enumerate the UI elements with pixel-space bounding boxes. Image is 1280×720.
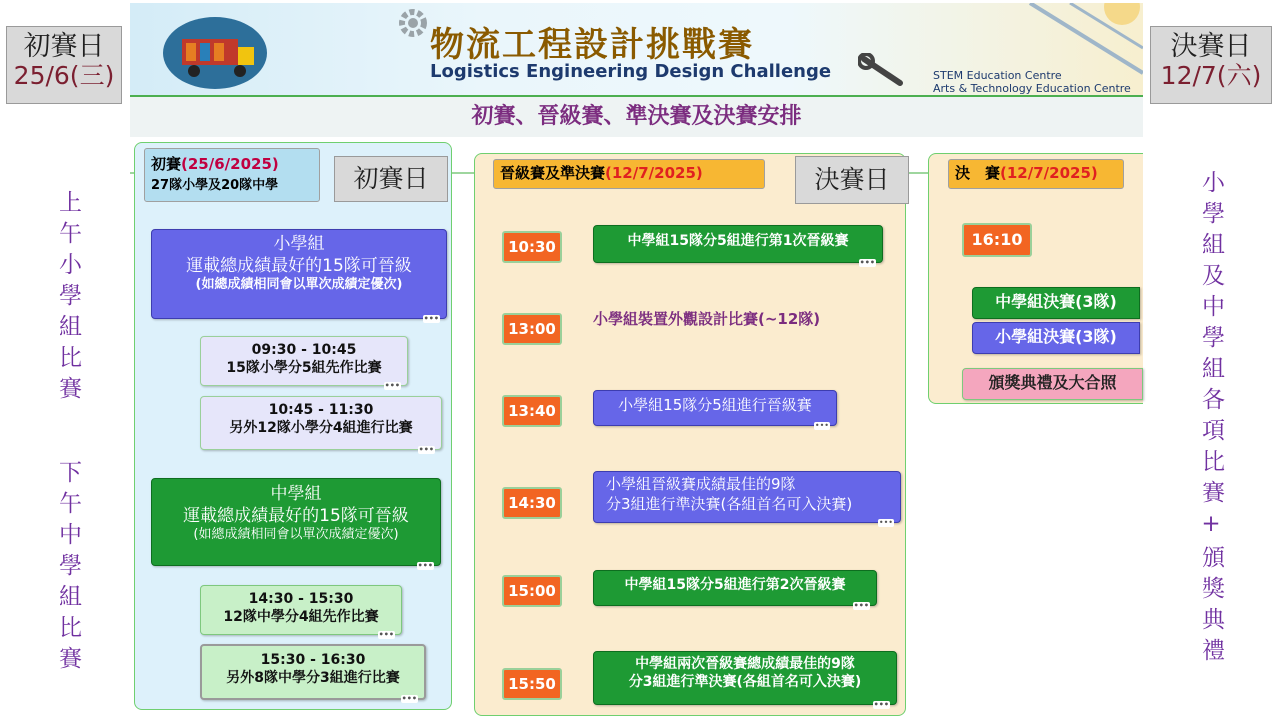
semis-event-5-text: 中學組15隊分5組進行第2次晉級賽 <box>624 577 846 593</box>
semis-time-5[interactable]: 15:00 <box>502 575 562 607</box>
prelim-day-date: 25/6(三) <box>13 61 115 91</box>
finals-header[interactable] <box>948 159 1124 189</box>
prelim-header-sub: 27隊小學及20隊中學 <box>151 178 279 193</box>
semis-event-6-text2: 分3組進行準決賽(各組首名可入決賽) <box>628 674 862 691</box>
semis-time-1[interactable]: 10:30 <box>502 231 562 263</box>
secondary-session-2-text: 另外8隊中學分3組進行比賽 <box>226 670 400 687</box>
semis-event-3[interactable] <box>593 390 837 430</box>
more-icon: ••• <box>859 258 875 267</box>
secondary-session-1[interactable] <box>200 585 402 639</box>
page-subtitle: 初賽、晉級賽、準決賽及決賽安排 <box>130 97 1143 137</box>
prelim-header-date: (25/6/2025) <box>181 155 279 173</box>
more-icon: ••• <box>423 314 439 323</box>
semis-event-1[interactable] <box>593 225 883 267</box>
prelim-day-tag: 初賽日 <box>334 156 448 202</box>
finals-day-events-label: 小學組及中學組各項比賽+頒獎典禮 <box>1198 170 1224 669</box>
primary-group-node[interactable] <box>151 229 447 323</box>
award-ceremony[interactable]: 頒獎典禮及大合照 <box>962 368 1143 400</box>
primary-final[interactable]: 小學組決賽(3隊) <box>972 322 1140 354</box>
primary-group-rule: 運載總成績最好的15隊可晉級 <box>186 256 412 277</box>
prelim-day-box <box>6 26 122 104</box>
semis-time-2[interactable]: 13:00 <box>502 313 562 345</box>
more-icon: ••• <box>418 445 434 454</box>
final-day-tag: 決賽日 <box>795 156 909 204</box>
truck-icon <box>160 11 270 91</box>
primary-session-2-time: 10:45 - 11:30 <box>268 402 374 418</box>
finals-time[interactable]: 16:10 <box>962 223 1032 257</box>
gear-icon <box>395 5 431 41</box>
final-day-date: 12/7(六) <box>1160 61 1262 91</box>
primary-group-title: 小學組 <box>273 234 325 254</box>
semis-event-5[interactable] <box>593 570 877 610</box>
afternoon-secondary-label: 下午中學組比賽 <box>55 460 81 677</box>
more-icon: ••• <box>417 561 433 570</box>
banner-title-en: Logistics Engineering Design Challenge <box>430 61 832 82</box>
finals-panel <box>928 153 1143 404</box>
more-icon: ••• <box>814 421 829 430</box>
primary-session-1-time: 09:30 - 10:45 <box>251 342 357 358</box>
more-icon: ••• <box>873 700 889 709</box>
semis-event-4-text: 小學組晉級賽成績最佳的9隊 <box>606 475 796 493</box>
semis-event-6-text: 中學組兩次晉級賽總成績最佳的9隊 <box>635 656 855 672</box>
semis-time-4[interactable]: 14:30 <box>502 487 562 519</box>
semis-header[interactable] <box>493 159 765 189</box>
primary-session-1[interactable] <box>200 336 408 390</box>
banner-org <box>933 69 1131 95</box>
primary-session-1-text: 15隊小學分5組先作比賽 <box>226 360 382 377</box>
more-icon: ••• <box>401 694 417 703</box>
more-icon: ••• <box>384 381 400 390</box>
secondary-session-1-time: 14:30 - 15:30 <box>248 591 354 607</box>
secondary-session-2[interactable] <box>200 644 426 703</box>
banner <box>130 3 1143 97</box>
semis-event-4-text2: 分3組進行準決賽(各組首名可入決賽) <box>606 494 853 513</box>
banner-org-2: Arts & Technology Education Centre <box>933 82 1131 95</box>
semis-event-2-text[interactable]: 小學組裝置外觀設計比賽(~12隊) <box>593 310 821 328</box>
secondary-group-node[interactable] <box>151 478 441 570</box>
secondary-session-1-text: 12隊中學分4組先作比賽 <box>223 609 379 626</box>
semis-header-date: (12/7/2025) <box>605 164 703 182</box>
more-icon: ••• <box>878 518 893 527</box>
prelim-day-title: 初賽日 <box>23 31 105 62</box>
banner-title-zh: 物流工程設計挑戰賽 <box>430 25 754 65</box>
final-day-box <box>1150 26 1272 104</box>
finals-header-label: 決 賽 <box>955 164 1001 182</box>
secondary-final[interactable]: 中學組決賽(3隊) <box>972 287 1140 319</box>
secondary-group-rule: 運載總成績最好的15隊可晉級 <box>183 506 409 527</box>
primary-session-2[interactable] <box>200 396 442 454</box>
morning-primary-label: 上午小學組比賽 <box>55 190 81 407</box>
primary-session-2-text: 另外12隊小學分4組進行比賽 <box>229 420 413 437</box>
semis-event-3-text: 小學組15隊分5組進行晉級賽 <box>618 396 812 414</box>
final-day-title: 決賽日 <box>1170 31 1252 62</box>
semis-event-4[interactable] <box>593 471 901 527</box>
secondary-session-2-time: 15:30 - 16:30 <box>260 652 366 668</box>
semis-event-6[interactable] <box>593 651 897 709</box>
finals-header-date: (12/7/2025) <box>1000 164 1098 182</box>
wrench-icon <box>858 53 908 89</box>
more-icon: ••• <box>378 630 394 639</box>
banner-org-1: STEM Education Centre <box>933 69 1062 82</box>
semis-header-label: 晉級賽及準決賽 <box>500 164 606 182</box>
semis-time-6[interactable]: 15:50 <box>502 668 562 700</box>
semis-time-3[interactable]: 13:40 <box>502 395 562 427</box>
more-icon: ••• <box>853 601 869 610</box>
prelim-header-label: 初賽 <box>151 155 182 173</box>
secondary-group-note: (如總成績相同會以單次成績定優次) <box>193 527 399 543</box>
prelim-header[interactable] <box>144 148 320 202</box>
secondary-group-title: 中學組 <box>270 484 322 504</box>
semis-event-1-text: 中學組15隊分5組進行第1次晉級賽 <box>627 233 849 249</box>
primary-group-note: (如總成績相同會以單次成績定優次) <box>195 277 403 293</box>
